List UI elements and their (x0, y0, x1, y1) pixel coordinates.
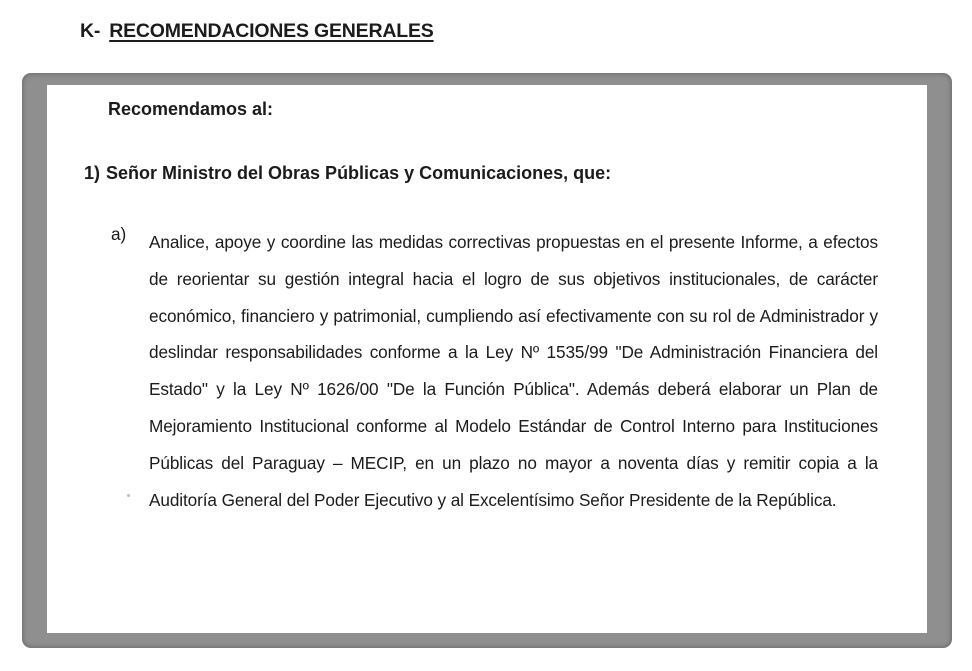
intro-text: Recomendamos al: (108, 99, 274, 119)
recipient-number: 1) (84, 163, 101, 183)
item-letter: a) (111, 224, 127, 244)
recipient-text: Señor Ministro del Obras Públicas y Comunicaciones, que: (106, 163, 612, 183)
recipient-heading (84, 163, 611, 184)
section-title: RECOMENDACIONES GENERALES (109, 20, 434, 42)
section-heading (80, 20, 434, 43)
item-text: Analice, apoye y coordine las medidas correctivas propuestas en el presente Informe, a efectos de reorientar su gestión integral hacia el logro de sus objetivos institucionales, de carácter económico, financiero y patrimonial, cumpliendo así efectivamente con su rol de Administrador y deslindar responsabilidades conforme a la Ley Nº 1535/99 "De Administración Financiera del Estado" y la Ley Nº 1626/00 "De la Función Pública". Además deberá elaborar un Plan de Mejoramiento Institucional conforme al Modelo Estándar de Control Interno para Instituciones Públicas del Paraguay – MECIP, en un plazo no mayor a noventa días y remitir copia a la Auditoría General del Poder Ejecutivo y al Excelentísimo Señor Presidente de la República. (149, 232, 878, 510)
scan-speck (127, 494, 130, 497)
section-letter: K- (80, 20, 101, 42)
